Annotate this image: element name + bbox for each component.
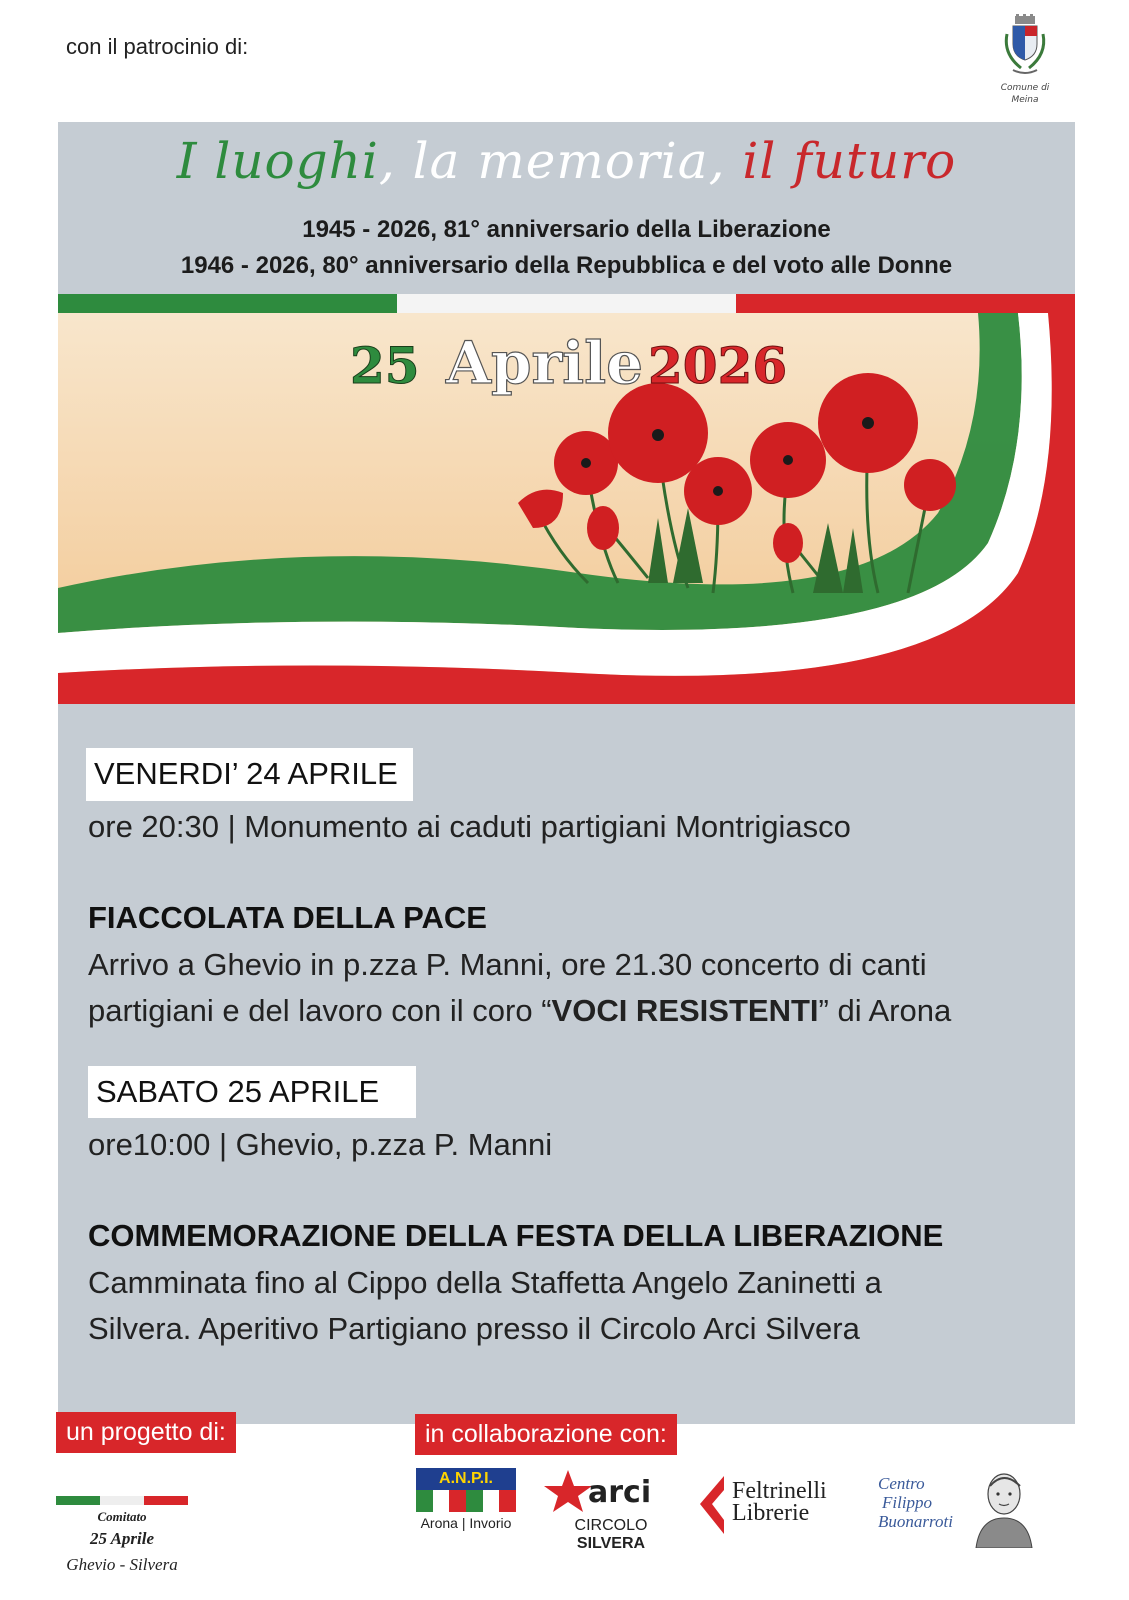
arci-sub-2: SILVERA: [576, 1535, 646, 1552]
date-tag-saturday: SABATO 25 APRILE: [88, 1066, 416, 1118]
event-2-time-place: ore10:00 | Ghevio, p.zza P. Manni: [88, 1127, 553, 1162]
comune-caption-2: Meina: [1011, 95, 1039, 105]
patrocinio-label: con il patrocinio di:: [66, 34, 249, 59]
anpi-sub: Arona | Invorio: [420, 1515, 512, 1531]
event-1-desc-1: Arrivo a Ghevio in p.zza P. Manni, ore 21.30 concerto di canti: [88, 947, 927, 982]
subtitle-repubblica: 1946 - 2026, 80° anniversario della Repubblica e del voto alle Donne: [180, 252, 953, 279]
event-1-desc-2: partigiani e del lavoro con il coro “VOCI RESISTENTI” di Arona: [88, 993, 952, 1028]
anpi-logo: [416, 1468, 516, 1531]
subtitle-liberazione: 1945 - 2026, 81° anniversario della Liberazione: [302, 216, 831, 243]
event-2-heading: COMMEMORAZIONE DELLA FESTA DELLA LIBERAZIONE: [88, 1218, 944, 1253]
comitato-line-1: Comitato: [97, 1509, 147, 1524]
comune-logo: [990, 14, 1060, 106]
anpi-name: A.N.P.I.: [416, 1468, 516, 1490]
banner-year: 2026: [648, 336, 788, 395]
event-1-heading: FIACCOLATA DELLA PACE: [88, 900, 487, 935]
event-title: I luoghi, la memoria, il futuro: [176, 132, 957, 190]
title-part-2: la memoria: [395, 132, 709, 190]
portrait-icon: [968, 1466, 1038, 1548]
anpi-flag-icon: [416, 1490, 516, 1512]
event-1-time-place: ore 20:30 | Monumento ai caduti partigiani Montrigiasco: [88, 809, 851, 844]
feltrinelli-f-icon: [694, 1474, 730, 1536]
poppy-banner: [58, 313, 1075, 704]
feltrinelli-line-2: Librerie: [732, 1500, 810, 1526]
event-2-desc-1: Camminata fino al Cippo della Staffetta Angelo Zaninetti a: [88, 1265, 882, 1300]
centro-line-2: Filippo: [882, 1493, 933, 1512]
tricolor-bar: [58, 294, 1075, 313]
title-part-3: il futuro: [725, 132, 957, 190]
banner-month: Aprile: [446, 329, 644, 397]
title-panel: [58, 122, 1075, 294]
title-part-1: I luoghi: [176, 132, 379, 190]
coat-of-arms-icon: [999, 14, 1051, 82]
feltrinelli-logo: [694, 1474, 844, 1540]
progetto-label: un progetto di:: [56, 1412, 236, 1453]
centro-line-3: Buonarroti: [878, 1512, 953, 1531]
feltrinelli-line-1: Feltrinelli: [732, 1478, 827, 1504]
arci-logo: [542, 1468, 662, 1553]
comitato-line-2: 25 Aprile: [89, 1529, 155, 1548]
comitato-line-3: Ghevio - Silvera: [66, 1555, 178, 1574]
centro-line-1: Centro: [878, 1474, 925, 1493]
arci-name: arci: [588, 1475, 652, 1510]
mini-flag-icon: [56, 1496, 188, 1505]
centro-buonarroti-logo: [878, 1474, 968, 1531]
event-2-desc-2: Silvera. Aperitivo Partigiano presso il Circolo Arci Silvera: [88, 1311, 860, 1346]
collaborazione-label: in collaborazione con:: [415, 1414, 677, 1455]
choir-name: VOCI RESISTENTI: [551, 993, 819, 1028]
arci-star-icon: [542, 1468, 662, 1512]
arci-sub-1: CIRCOLO: [574, 1517, 648, 1534]
date-tag-friday: VENERDI’ 24 APRILE: [86, 748, 413, 801]
comune-caption-1: Comune di: [1000, 83, 1050, 93]
banner-day: 25: [350, 336, 420, 395]
comitato-logo: [56, 1496, 188, 1575]
